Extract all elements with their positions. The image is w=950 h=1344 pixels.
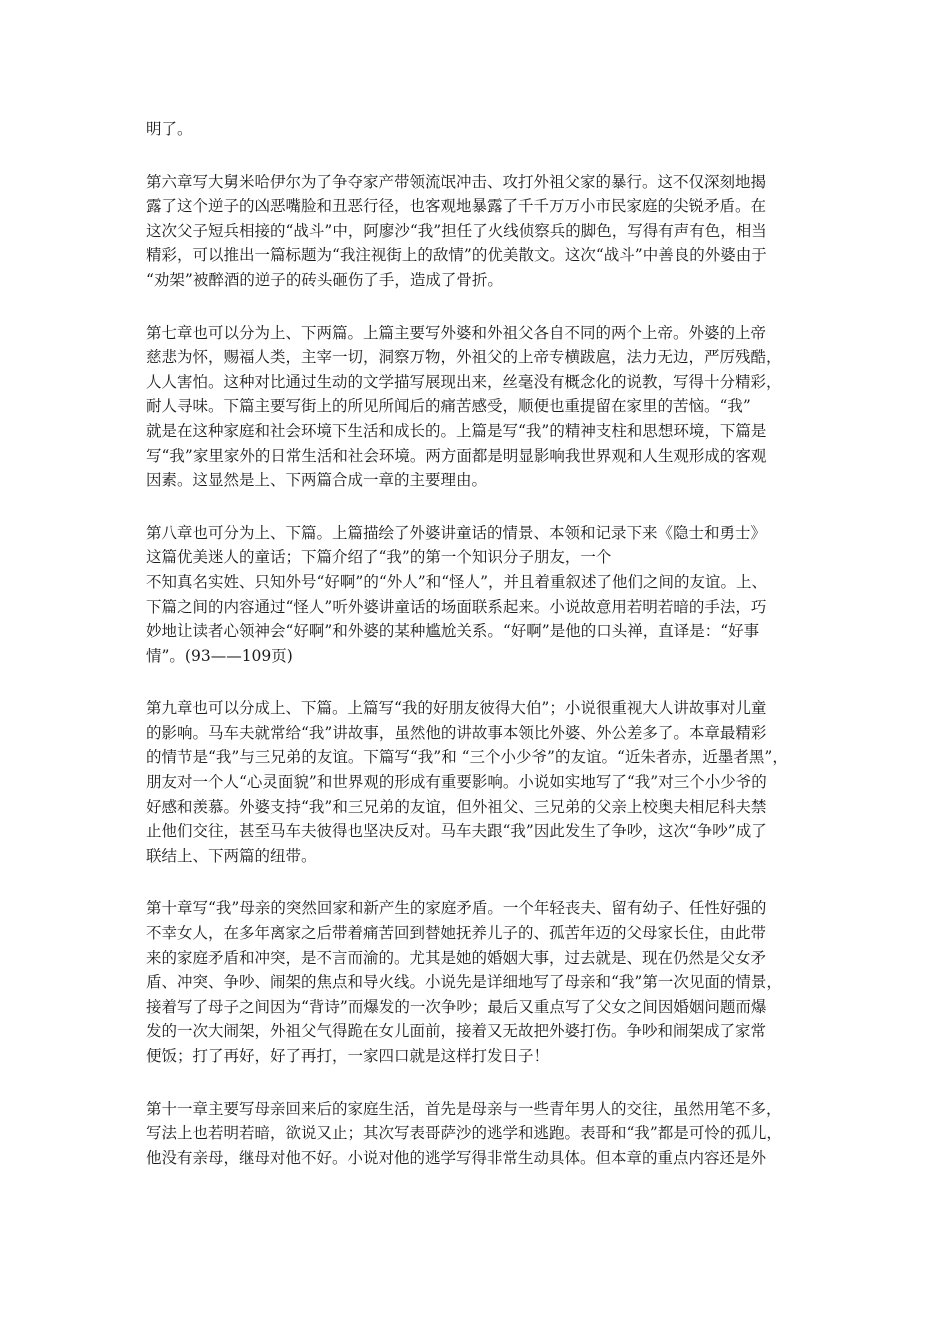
text-line: 好感和羡慕。外婆支持“我”和三兄弟的友谊，但外祖父、三兄弟的父亲上校奥夫相尼科夫禁 — [146, 797, 767, 816]
text-line: 联结上、下两篇的纽带。 — [146, 846, 317, 865]
text-line: 来的家庭矛盾和冲突，是不言而渝的。尤其是她的婚姻大事，过去就是、现在仍然是父女矛 — [146, 948, 767, 967]
paragraph — [146, 521, 808, 669]
text-line: 妙地让读者心领神会“好啊”和外婆的某种尴尬关系。“好啊”是他的口头禅，直译是：“好事 — [146, 622, 760, 641]
text-line: 第六章写大舅米哈伊尔为了争夺家产带领流氓冲击、攻打外祖父家的暴行。这不仅深刻地揭 — [146, 172, 767, 191]
text-line: 不幸女人，在多年离家之后带着痛苦回到替她抚养儿子的、孤苦年迈的父母家长住，由此带 — [146, 924, 767, 943]
paragraph — [146, 696, 808, 868]
text-line: 慈悲为怀，赐福人类，主宰一切，洞察万物，外祖父的上帝专横跋扈，法力无边，严厉残酷， — [146, 348, 782, 367]
text-line: 第九章也可以分成上、下篇。上篇写“我的好朋友彼得大伯”；小说很重视大人讲故事对儿童 — [146, 699, 767, 718]
text-line: 这篇优美迷人的童话；下篇介绍了“我”的第一个知识分子朋友，一个 — [146, 548, 612, 567]
text-line: 写“我”家里家外的日常生活和社会环境。两方面都是明显影响我世界观和人生观形成的客观 — [146, 446, 767, 465]
text-line: “劝架”被醉酒的逆子的砖头砸伤了手，造成了骨折。 — [146, 270, 503, 289]
text-line: 耐人寻味。下篇主要写街上的所见所闻后的痛苦感受，顺便也重提留在家里的苦恼。“我” — [146, 397, 751, 416]
text-line: 写法上也若明若暗，欲说又止；其次写表哥萨沙的逃学和逃跑。表哥和“我”都是可怜的孤儿， — [146, 1124, 782, 1143]
text-line: 止他们交往，甚至马车夫彼得也坚决反对。马车夫跟“我”因此发生了争吵，这次“争吵”成了 — [146, 822, 767, 841]
text-line: 第八章也可分为上、下篇。上篇描绘了外婆讲童话的情景、本领和记录下来《隐士和勇士》 — [146, 523, 767, 542]
paragraph — [146, 1097, 808, 1171]
text-line: 精彩，可以推出一篇标题为“我注视街上的敌情”的优美散文。这次“战斗”中善良的外婆由于 — [146, 246, 767, 265]
paragraph — [146, 321, 808, 493]
text-line: 这次父子短兵相接的“战斗”中，阿廖沙“我”担任了火线侦察兵的脚色，写得有声有色，相当 — [146, 221, 767, 240]
text-line: 不知真名实姓、只知外号“好啊”的“外人”和“怪人”，并且着重叙述了他们之间的友谊。上、 — [146, 572, 768, 591]
text-line: 盾、冲突、争吵、闹架的焦点和导火线。小说先是详细地写了母亲和“我”第一次见面的情景， — [146, 973, 782, 992]
text-line: 发的一次大闹架，外祖父气得跪在女儿面前，接着又无故把外婆打伤。争吵和闹架成了家常 — [146, 1022, 767, 1041]
text-line: 人人害怕。这种对比通过生动的文学描写展现出来，丝毫没有概念化的说教，写得十分精彩， — [146, 372, 782, 391]
text-line: 他没有亲母，继母对他不好。小说对他的逃学写得非常生动具体。但本章的重点内容还是外 — [146, 1148, 767, 1167]
text-line: 情”。(93——109页) — [146, 646, 293, 665]
text-line: 第十章写“我”母亲的突然回家和新产生的家庭矛盾。一个年轻丧夫、留有幼子、任性好强的 — [146, 899, 767, 918]
paragraph — [146, 896, 808, 1068]
paragraph — [146, 117, 808, 142]
document-body — [146, 117, 808, 1198]
text-line: 明了。 — [146, 120, 193, 138]
text-line: 便饭；打了再好，好了再打，一家四口就是这样打发日子！ — [146, 1047, 550, 1065]
text-line: 的情节是“我”与三兄弟的友谊。下篇写“我”和 “三个小少爷”的友谊。“近朱者赤，近墨者黑”， — [146, 748, 788, 767]
text-line: 第七章也可以分为上、下两篇。上篇主要写外婆和外祖父各自不同的两个上帝。外婆的上帝 — [146, 323, 767, 342]
text-line: 的影响。马车夫就常给“我”讲故事，虽然他的讲故事本领比外婆、外公差多了。本章最精彩 — [146, 723, 767, 742]
text-line: 下篇之间的内容通过“怪人”听外婆讲童话的场面联系起来。小说故意用若明若暗的手法，巧 — [146, 597, 767, 616]
text-line: 朋友对一个人“心灵面貌”和世界观的形成有重要影响。小说如实地写了“我”对三个小少爷的 — [146, 773, 767, 792]
text-line: 接着写了母子之间因为“背诗”而爆发的一次争吵；最后又重点写了父女之间因婚姻问题而爆 — [146, 997, 767, 1016]
text-line: 露了这个逆子的凶恶嘴脸和丑恶行径，也客观地暴露了千千万万小市民家庭的尖锐矛盾。在 — [146, 197, 767, 216]
text-line: 因素。这显然是上、下两篇合成一章的主要理由。 — [146, 471, 488, 490]
paragraph — [146, 170, 808, 293]
text-line: 就是在这种家庭和社会环境下生活和成长的。上篇是写“我”的精神支柱和思想环境，下篇是 — [146, 421, 767, 440]
text-line: 第十一章主要写母亲回来后的家庭生活，首先是母亲与一些青年男人的交往，虽然用笔不多， — [146, 1099, 782, 1118]
